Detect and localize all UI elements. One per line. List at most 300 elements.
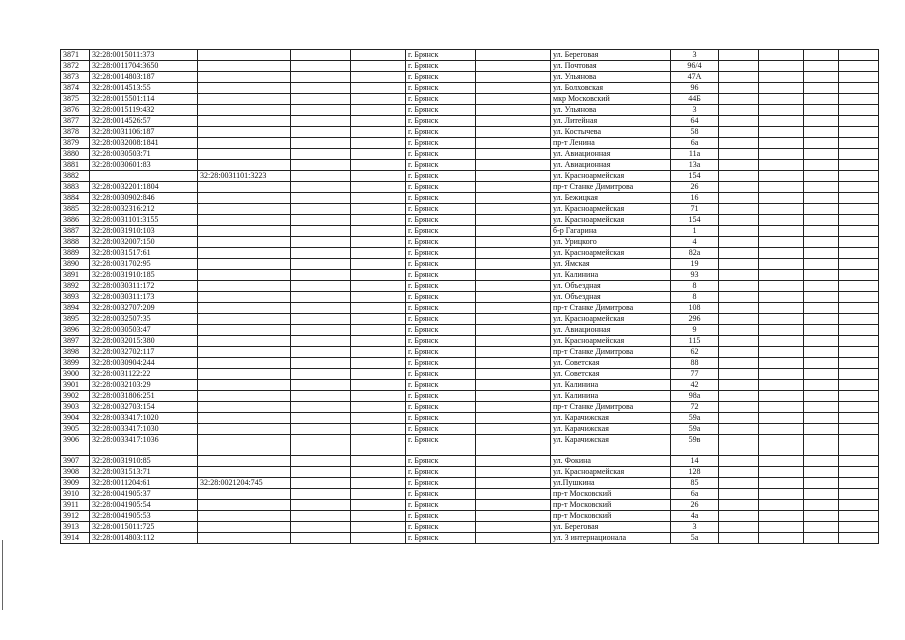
city-cell: г. Брянск (406, 259, 476, 270)
house-number-cell: 4 (671, 237, 719, 248)
house-number-cell: 26 (671, 500, 719, 511)
empty-cell (719, 402, 759, 413)
empty-cell (759, 105, 804, 116)
row-number: 3904 (61, 413, 90, 424)
house-number-cell: 8 (671, 292, 719, 303)
cadastral-number-2 (198, 380, 291, 391)
empty-cell (759, 369, 804, 380)
empty-cell (291, 413, 351, 424)
cadastral-number: 32:28:0030601:83 (90, 160, 198, 171)
empty-cell (476, 182, 551, 193)
street-cell: ул. Красноармейская (551, 248, 671, 259)
house-number-cell: 47А (671, 72, 719, 83)
empty-cell (839, 160, 879, 171)
empty-cell (804, 478, 839, 489)
empty-cell (476, 292, 551, 303)
empty-cell (804, 314, 839, 325)
empty-cell (291, 347, 351, 358)
row-number: 3880 (61, 149, 90, 160)
table-row (61, 380, 879, 391)
empty-cell (804, 369, 839, 380)
empty-cell (839, 314, 879, 325)
house-number-cell: 16 (671, 193, 719, 204)
empty-cell (719, 116, 759, 127)
city-cell: г. Брянск (406, 467, 476, 478)
cadastral-number-2 (198, 160, 291, 171)
house-number-cell: 128 (671, 467, 719, 478)
row-number: 3887 (61, 226, 90, 237)
cadastral-number-2 (198, 72, 291, 83)
city-cell: г. Брянск (406, 237, 476, 248)
empty-cell (476, 435, 551, 456)
empty-cell (719, 215, 759, 226)
empty-cell (476, 500, 551, 511)
empty-cell (839, 215, 879, 226)
table-row (61, 511, 879, 522)
house-number-cell: 59а (671, 424, 719, 435)
empty-cell (759, 248, 804, 259)
house-number-cell: 154 (671, 171, 719, 182)
empty-cell (476, 204, 551, 215)
row-number: 3890 (61, 259, 90, 270)
row-number: 3877 (61, 116, 90, 127)
empty-cell (759, 303, 804, 314)
row-number: 3896 (61, 325, 90, 336)
margin-line (2, 540, 3, 610)
cadastral-number: 32:28:0014803:112 (90, 533, 198, 544)
empty-cell (291, 380, 351, 391)
empty-cell (476, 489, 551, 500)
empty-cell (759, 237, 804, 248)
row-number: 3903 (61, 402, 90, 413)
table-row (61, 127, 879, 138)
empty-cell (476, 402, 551, 413)
street-cell: пр-т Станке Димитрова (551, 347, 671, 358)
street-cell: пр-т Московский (551, 500, 671, 511)
empty-cell (291, 171, 351, 182)
cadastral-number: 32:28:0030311:173 (90, 292, 198, 303)
empty-cell (839, 83, 879, 94)
empty-cell (291, 259, 351, 270)
row-number: 3872 (61, 61, 90, 72)
house-number-cell: 296 (671, 314, 719, 325)
city-cell: г. Брянск (406, 149, 476, 160)
empty-cell (719, 424, 759, 435)
empty-cell (804, 281, 839, 292)
empty-cell (804, 358, 839, 369)
cadastral-number: 32:28:0031101:3155 (90, 215, 198, 226)
empty-cell (804, 391, 839, 402)
row-number: 3901 (61, 380, 90, 391)
house-number-cell: 26 (671, 182, 719, 193)
empty-cell (291, 533, 351, 544)
empty-cell (291, 303, 351, 314)
empty-cell (759, 160, 804, 171)
empty-cell (476, 522, 551, 533)
empty-cell (291, 270, 351, 281)
empty-cell (804, 347, 839, 358)
empty-cell (839, 511, 879, 522)
empty-cell (759, 281, 804, 292)
table-row (61, 94, 879, 105)
empty-cell (719, 72, 759, 83)
empty-cell (804, 149, 839, 160)
empty-cell (351, 500, 406, 511)
cadastral-number-2 (198, 105, 291, 116)
table-row (61, 105, 879, 116)
cadastral-number: 32:28:0030904:244 (90, 358, 198, 369)
city-cell: г. Брянск (406, 116, 476, 127)
empty-cell (291, 61, 351, 72)
empty-cell (719, 83, 759, 94)
street-cell: пр-т Ленина (551, 138, 671, 149)
row-number: 3884 (61, 193, 90, 204)
empty-cell (719, 456, 759, 467)
empty-cell (804, 226, 839, 237)
empty-cell (291, 182, 351, 193)
row-number: 3879 (61, 138, 90, 149)
table-row (61, 314, 879, 325)
row-number: 3913 (61, 522, 90, 533)
empty-cell (839, 489, 879, 500)
house-number-cell: 64 (671, 116, 719, 127)
house-number-cell: 98а (671, 391, 719, 402)
house-number-cell: 6а (671, 138, 719, 149)
house-number-cell: 96 (671, 83, 719, 94)
empty-cell (719, 380, 759, 391)
cadastral-number: 32:28:0030902:846 (90, 193, 198, 204)
table-row (61, 259, 879, 270)
empty-cell (719, 61, 759, 72)
empty-cell (804, 435, 839, 456)
empty-cell (719, 105, 759, 116)
empty-cell (839, 467, 879, 478)
street-cell: ул. Калинина (551, 391, 671, 402)
empty-cell (291, 292, 351, 303)
empty-cell (476, 281, 551, 292)
cadastral-number-2 (198, 61, 291, 72)
empty-cell (476, 72, 551, 83)
empty-cell (804, 511, 839, 522)
cadastral-number: 32:28:0032703:154 (90, 402, 198, 413)
city-cell: г. Брянск (406, 182, 476, 193)
empty-cell (351, 478, 406, 489)
city-cell: г. Брянск (406, 489, 476, 500)
empty-cell (719, 259, 759, 270)
empty-cell (719, 204, 759, 215)
empty-cell (759, 50, 804, 61)
house-number-cell: 1 (671, 226, 719, 237)
cadastral-number: 32:28:0041905:53 (90, 511, 198, 522)
street-cell: ул. Бежицкая (551, 193, 671, 204)
empty-cell (759, 424, 804, 435)
empty-cell (291, 50, 351, 61)
street-cell: ул. Ульянова (551, 72, 671, 83)
cadastral-number-2: 32:28:0031101:3223 (198, 171, 291, 182)
row-number: 3878 (61, 127, 90, 138)
house-number-cell: 6а (671, 489, 719, 500)
cadastral-number: 32:28:0032008:1841 (90, 138, 198, 149)
house-number-cell: 4а (671, 511, 719, 522)
street-cell: пр-т Станке Димитрова (551, 402, 671, 413)
empty-cell (804, 292, 839, 303)
city-cell: г. Брянск (406, 61, 476, 72)
table-row (61, 72, 879, 83)
row-number: 3910 (61, 489, 90, 500)
row-number: 3875 (61, 94, 90, 105)
table-row (61, 248, 879, 259)
empty-cell (804, 522, 839, 533)
cadastral-number-2: 32:28:0021204:745 (198, 478, 291, 489)
cadastral-number-2 (198, 435, 291, 456)
empty-cell (839, 72, 879, 83)
city-cell: г. Брянск (406, 270, 476, 281)
empty-cell (351, 456, 406, 467)
empty-cell (759, 127, 804, 138)
empty-cell (839, 94, 879, 105)
empty-cell (351, 127, 406, 138)
empty-cell (476, 149, 551, 160)
empty-cell (839, 127, 879, 138)
city-cell: г. Брянск (406, 369, 476, 380)
house-number-cell: 5а (671, 533, 719, 544)
table-row (61, 182, 879, 193)
cadastral-number: 32:28:0032007:150 (90, 237, 198, 248)
empty-cell (476, 127, 551, 138)
city-cell: г. Брянск (406, 193, 476, 204)
cadastral-number-2 (198, 50, 291, 61)
empty-cell (351, 489, 406, 500)
city-cell: г. Брянск (406, 424, 476, 435)
empty-cell (759, 314, 804, 325)
table-row (61, 369, 879, 380)
empty-cell (839, 138, 879, 149)
empty-cell (476, 270, 551, 281)
empty-cell (759, 489, 804, 500)
empty-cell (719, 314, 759, 325)
empty-cell (839, 292, 879, 303)
empty-cell (759, 215, 804, 226)
house-number-cell: 82а (671, 248, 719, 259)
empty-cell (291, 391, 351, 402)
empty-cell (291, 149, 351, 160)
empty-cell (759, 478, 804, 489)
empty-cell (476, 50, 551, 61)
street-cell: ул. 3 интернационала (551, 533, 671, 544)
empty-cell (351, 533, 406, 544)
house-number-cell: 96/4 (671, 61, 719, 72)
empty-cell (351, 171, 406, 182)
empty-cell (291, 435, 351, 456)
empty-cell (351, 325, 406, 336)
city-cell: г. Брянск (406, 83, 476, 94)
city-cell: г. Брянск (406, 105, 476, 116)
table-row (61, 347, 879, 358)
empty-cell (351, 193, 406, 204)
empty-cell (719, 336, 759, 347)
empty-cell (719, 160, 759, 171)
street-cell: ул. Береговая (551, 522, 671, 533)
empty-cell (476, 259, 551, 270)
empty-cell (839, 358, 879, 369)
empty-cell (839, 259, 879, 270)
empty-cell (476, 325, 551, 336)
house-number-cell: 9 (671, 325, 719, 336)
table-row (61, 500, 879, 511)
empty-cell (291, 226, 351, 237)
row-number: 3888 (61, 237, 90, 248)
empty-cell (804, 182, 839, 193)
cadastral-number: 32:28:0014513:55 (90, 83, 198, 94)
empty-cell (291, 281, 351, 292)
empty-cell (719, 391, 759, 402)
cadastral-number-2 (198, 456, 291, 467)
city-cell: г. Брянск (406, 391, 476, 402)
empty-cell (804, 248, 839, 259)
empty-cell (719, 522, 759, 533)
empty-cell (839, 380, 879, 391)
empty-cell (759, 138, 804, 149)
empty-cell (476, 237, 551, 248)
empty-cell (759, 467, 804, 478)
empty-cell (719, 489, 759, 500)
empty-cell (351, 522, 406, 533)
empty-cell (804, 533, 839, 544)
empty-cell (839, 171, 879, 182)
empty-cell (351, 105, 406, 116)
empty-cell (476, 83, 551, 94)
cadastral-number: 32:28:0030503:47 (90, 325, 198, 336)
table-row (61, 424, 879, 435)
street-cell: ул. Красноармейская (551, 336, 671, 347)
row-number: 3909 (61, 478, 90, 489)
row-number: 3874 (61, 83, 90, 94)
empty-cell (759, 456, 804, 467)
cadastral-number-2 (198, 259, 291, 270)
cadastral-number: 32:28:0015011:373 (90, 50, 198, 61)
cadastral-number-2 (198, 237, 291, 248)
house-number-cell: 44Б (671, 94, 719, 105)
empty-cell (839, 50, 879, 61)
city-cell: г. Брянск (406, 358, 476, 369)
street-cell: ул. Советская (551, 369, 671, 380)
table-row (61, 467, 879, 478)
empty-cell (351, 259, 406, 270)
empty-cell (351, 83, 406, 94)
house-number-cell: 154 (671, 215, 719, 226)
empty-cell (291, 511, 351, 522)
cadastral-number-2 (198, 314, 291, 325)
empty-cell (476, 467, 551, 478)
city-cell: г. Брянск (406, 402, 476, 413)
empty-cell (839, 347, 879, 358)
empty-cell (476, 314, 551, 325)
empty-cell (291, 105, 351, 116)
empty-cell (476, 424, 551, 435)
street-cell: ул. Калинина (551, 380, 671, 391)
empty-cell (351, 72, 406, 83)
street-cell: ул.Пушкина (551, 478, 671, 489)
cadastral-number: 32:28:0041905:54 (90, 500, 198, 511)
empty-cell (291, 478, 351, 489)
house-number-cell: 13а (671, 160, 719, 171)
house-number-cell: 108 (671, 303, 719, 314)
city-cell: г. Брянск (406, 413, 476, 424)
table-row (61, 270, 879, 281)
city-cell: г. Брянск (406, 456, 476, 467)
street-cell: ул. Болховская (551, 83, 671, 94)
empty-cell (351, 204, 406, 215)
empty-cell (719, 149, 759, 160)
cadastral-number: 32:28:0014526:57 (90, 116, 198, 127)
city-cell: г. Брянск (406, 204, 476, 215)
empty-cell (839, 226, 879, 237)
empty-cell (719, 292, 759, 303)
house-number-cell: 88 (671, 358, 719, 369)
empty-cell (839, 533, 879, 544)
empty-cell (719, 193, 759, 204)
empty-cell (839, 270, 879, 281)
table-row (61, 478, 879, 489)
row-number: 3894 (61, 303, 90, 314)
empty-cell (804, 325, 839, 336)
empty-cell (291, 237, 351, 248)
table-row (61, 489, 879, 500)
empty-cell (476, 533, 551, 544)
empty-cell (291, 72, 351, 83)
empty-cell (476, 94, 551, 105)
cadastral-number: 32:28:0011704:3650 (90, 61, 198, 72)
cadastral-number-2 (198, 511, 291, 522)
empty-cell (351, 116, 406, 127)
street-cell: ул. Костычева (551, 127, 671, 138)
street-cell: пр-т Московский (551, 489, 671, 500)
empty-cell (719, 413, 759, 424)
empty-cell (804, 336, 839, 347)
house-number-cell: 62 (671, 347, 719, 358)
empty-cell (759, 435, 804, 456)
city-cell: г. Брянск (406, 127, 476, 138)
cadastral-number-2 (198, 533, 291, 544)
row-number: 3893 (61, 292, 90, 303)
cadastral-number: 32:28:0031122:22 (90, 369, 198, 380)
empty-cell (351, 347, 406, 358)
empty-cell (759, 226, 804, 237)
house-number-cell: 3 (671, 50, 719, 61)
empty-cell (804, 303, 839, 314)
empty-cell (804, 424, 839, 435)
cadastral-number-2 (198, 325, 291, 336)
street-cell: ул. Объездная (551, 292, 671, 303)
row-number: 3876 (61, 105, 90, 116)
city-cell: г. Брянск (406, 94, 476, 105)
empty-cell (839, 478, 879, 489)
cadastral-number: 32:28:0032103:29 (90, 380, 198, 391)
cadastral-number-2 (198, 94, 291, 105)
empty-cell (351, 248, 406, 259)
empty-cell (351, 237, 406, 248)
empty-cell (804, 489, 839, 500)
city-cell: г. Брянск (406, 533, 476, 544)
row-number: 3899 (61, 358, 90, 369)
house-number-cell: 59в (671, 435, 719, 456)
empty-cell (804, 193, 839, 204)
cadastral-number: 32:28:0033417:1036 (90, 435, 198, 456)
city-cell: г. Брянск (406, 281, 476, 292)
cadastral-number: 32:28:0030311:172 (90, 281, 198, 292)
empty-cell (804, 94, 839, 105)
cadastral-number (90, 171, 198, 182)
